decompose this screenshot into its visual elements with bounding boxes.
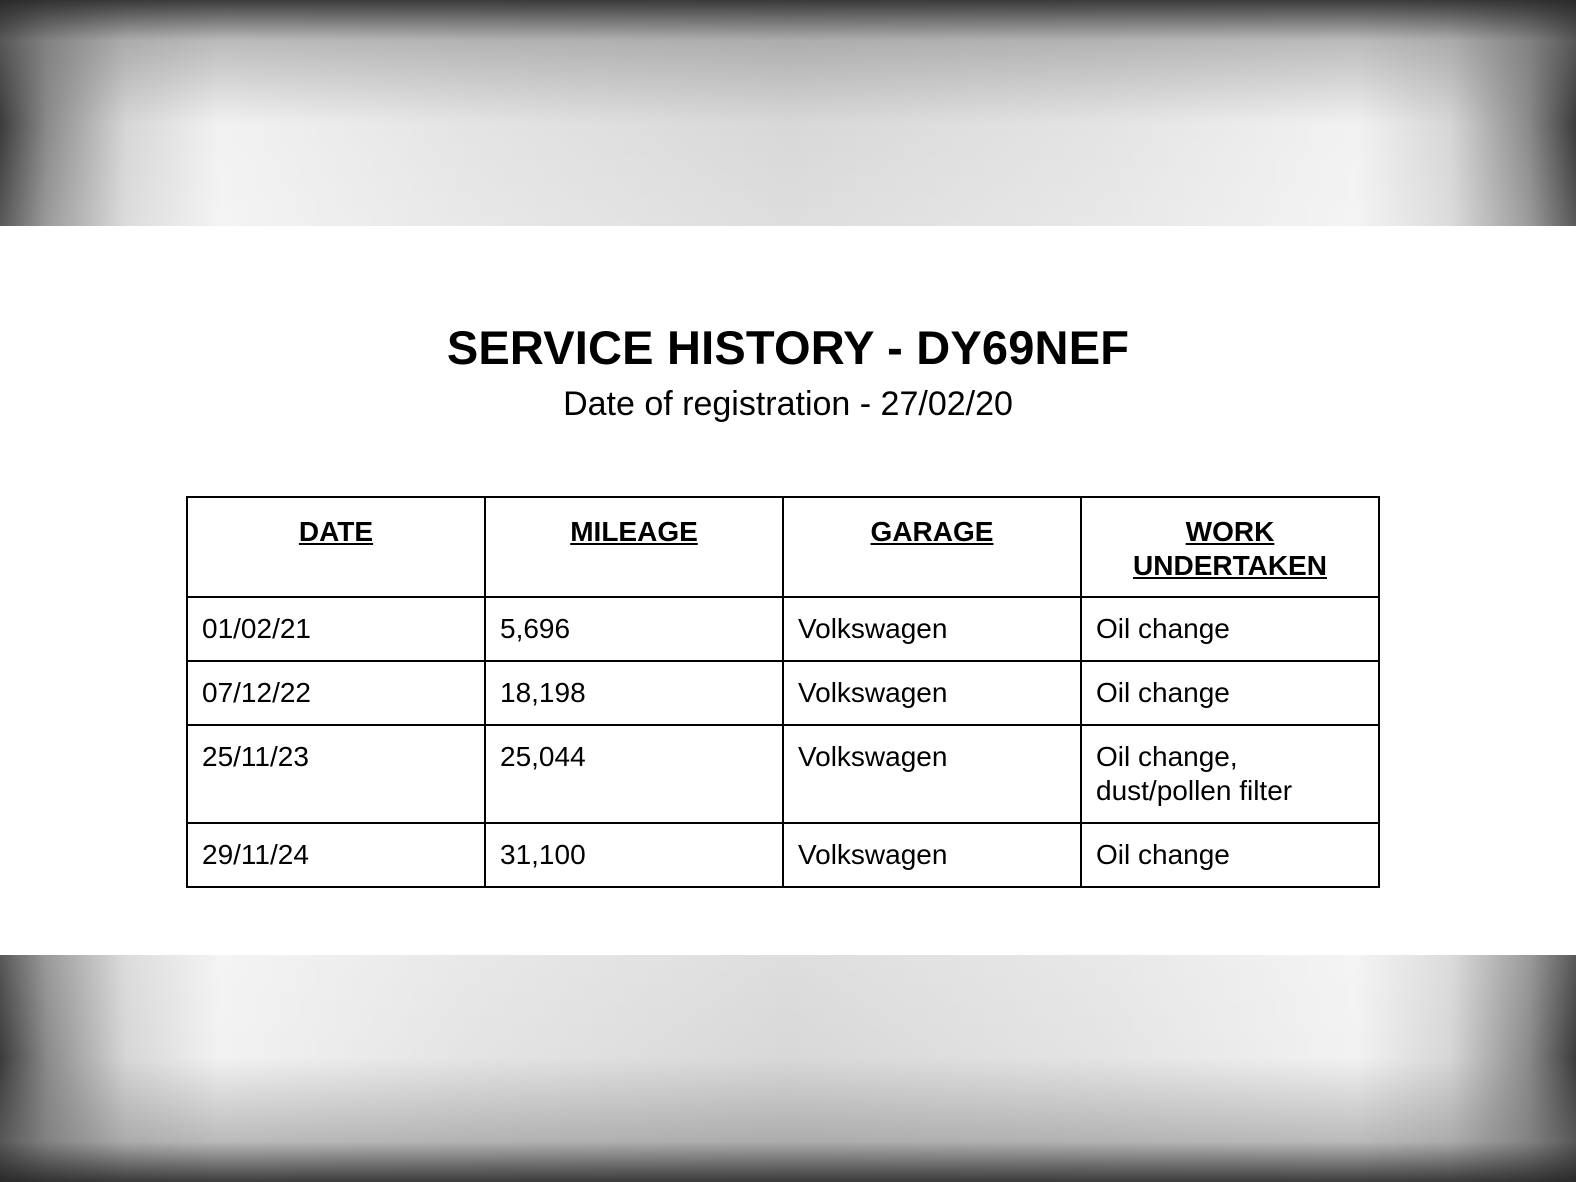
photo-background-bottom bbox=[0, 955, 1576, 1182]
table-row bbox=[187, 725, 1379, 823]
table-row bbox=[187, 661, 1379, 725]
cell-work: Oil change bbox=[1081, 661, 1379, 725]
cell-work: Oil change bbox=[1081, 823, 1379, 887]
cell-garage: Volkswagen bbox=[783, 725, 1081, 823]
cell-mileage: 25,044 bbox=[485, 725, 783, 823]
table-row bbox=[187, 597, 1379, 661]
cell-date: 25/11/23 bbox=[187, 725, 485, 823]
registration-date: Date of registration - 27/02/20 bbox=[563, 385, 1013, 423]
header-garage: GARAGE bbox=[783, 497, 1081, 597]
header-mileage: MILEAGE bbox=[485, 497, 783, 597]
cell-date: 01/02/21 bbox=[187, 597, 485, 661]
cell-garage: Volkswagen bbox=[783, 823, 1081, 887]
table-header-row bbox=[187, 497, 1379, 597]
service-history-table bbox=[186, 496, 1380, 888]
header-work-undertaken: WORK UNDERTAKEN bbox=[1081, 497, 1379, 597]
cell-date: 07/12/22 bbox=[187, 661, 485, 725]
cell-mileage: 31,100 bbox=[485, 823, 783, 887]
cell-garage: Volkswagen bbox=[783, 661, 1081, 725]
cell-work: Oil change, dust/pollen filter bbox=[1081, 725, 1379, 823]
service-history-document bbox=[0, 226, 1576, 955]
table-row bbox=[187, 823, 1379, 887]
cell-work: Oil change bbox=[1081, 597, 1379, 661]
cell-mileage: 5,696 bbox=[485, 597, 783, 661]
header-date: DATE bbox=[187, 497, 485, 597]
cell-mileage: 18,198 bbox=[485, 661, 783, 725]
cell-garage: Volkswagen bbox=[783, 597, 1081, 661]
photo-background-top bbox=[0, 0, 1576, 226]
document-title: SERVICE HISTORY - DY69NEF bbox=[446, 321, 1130, 374]
cell-date: 29/11/24 bbox=[187, 823, 485, 887]
